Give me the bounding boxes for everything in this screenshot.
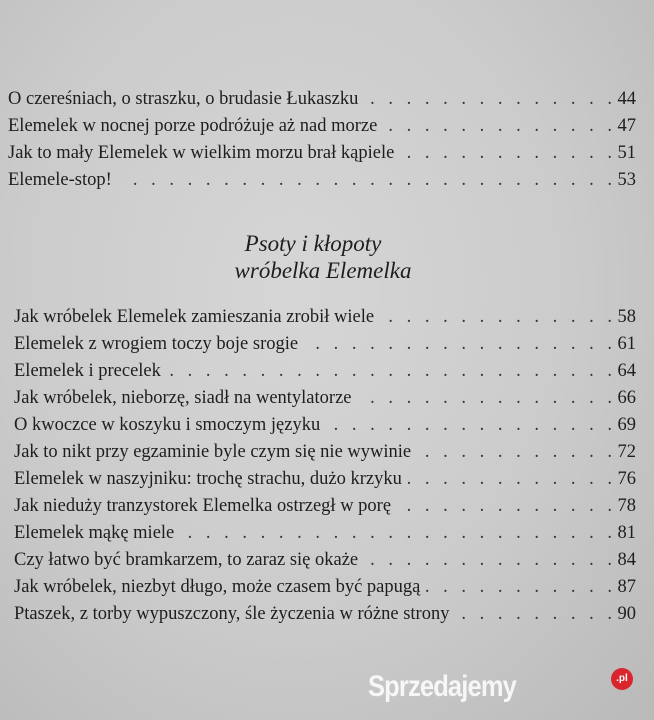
dot-leader bbox=[417, 442, 612, 463]
toc-entry bbox=[8, 170, 636, 197]
toc-entry-title: Elemelek mąkę miele bbox=[14, 523, 175, 543]
toc-section-2 bbox=[14, 307, 636, 631]
toc-entry-page: 87 bbox=[617, 577, 636, 597]
toc-entry-title: Elemelek i precelek bbox=[14, 361, 161, 381]
toc-entry bbox=[14, 496, 636, 523]
toc-entry bbox=[14, 523, 636, 550]
section-heading-line-2: wróbelka Elemelka bbox=[234, 258, 412, 283]
toc-entry-page: 78 bbox=[617, 496, 636, 516]
dot-leader bbox=[364, 550, 612, 571]
toc-entry-title: Jak wróbelek, nieborzę, siadł na wentylatorze bbox=[14, 388, 352, 408]
toc-entry-page: 53 bbox=[617, 170, 636, 190]
toc-entry-page: 66 bbox=[617, 388, 636, 408]
toc-entry-title: Elemele-stop! bbox=[8, 170, 112, 190]
toc-entry-page: 64 bbox=[617, 361, 636, 381]
dot-leader bbox=[426, 577, 612, 598]
toc-entry-page: 44 bbox=[617, 89, 636, 109]
toc-entry bbox=[14, 307, 636, 334]
dot-leader bbox=[167, 361, 612, 382]
dot-leader bbox=[408, 469, 612, 490]
dot-leader bbox=[397, 496, 612, 517]
toc-entry-title: O czereśniach, o straszku, o brudasie Łukaszku bbox=[8, 89, 359, 109]
toc-entry bbox=[8, 143, 636, 170]
toc-entry-page: 90 bbox=[617, 604, 636, 624]
toc-entry-title: Jak nieduży tranzystorek Elemelka ostrzegł w porę bbox=[14, 496, 392, 516]
toc-entry bbox=[8, 89, 636, 116]
dot-leader bbox=[304, 334, 612, 355]
dot-leader bbox=[380, 307, 612, 328]
toc-entry bbox=[14, 334, 636, 361]
toc-entry bbox=[14, 469, 636, 496]
toc-entry-page: 51 bbox=[617, 143, 636, 163]
toc-entry bbox=[14, 604, 636, 631]
watermark-badge: .pl bbox=[611, 668, 633, 690]
toc-entry bbox=[14, 415, 636, 442]
toc-entry-title: Elemelek w nocnej porze podróżuje aż nad morze bbox=[8, 116, 378, 136]
toc-entry-page: 84 bbox=[617, 550, 636, 570]
dot-leader bbox=[118, 170, 612, 191]
toc-entry-title: Jak to mały Elemelek w wielkim morzu brał kąpiele bbox=[8, 143, 395, 163]
toc-entry-page: 58 bbox=[617, 307, 636, 327]
toc-entry-title: Jak wróbelek, niezbyt długo, może czasem być papugą bbox=[14, 577, 421, 597]
toc-entry bbox=[14, 361, 636, 388]
dot-leader bbox=[400, 143, 612, 164]
toc-entry bbox=[14, 388, 636, 415]
toc-entry-page: 72 bbox=[617, 442, 636, 462]
toc-entry-title: Elemelek w naszyjniku: trochę strachu, dużo krzyku bbox=[14, 469, 402, 489]
toc-entry-page: 81 bbox=[617, 523, 636, 543]
toc-entry bbox=[14, 577, 636, 604]
dot-leader bbox=[455, 604, 612, 625]
toc-entry bbox=[8, 116, 636, 143]
toc-entry-title: O kwoczce w koszyku i smoczym języku bbox=[14, 415, 321, 435]
toc-entry-title: Elemelek z wrogiem toczy boje srogie bbox=[14, 334, 299, 354]
dot-leader bbox=[358, 388, 613, 409]
toc-section-1 bbox=[8, 89, 636, 197]
section-heading-line-1: Psoty i kłopoty bbox=[244, 231, 382, 256]
toc-entry bbox=[14, 442, 636, 469]
toc-entry-title: Jak to nikt przy egzaminie byle czym się nie wywinie bbox=[14, 442, 412, 462]
toc-entry-page: 69 bbox=[617, 415, 636, 435]
toc-entry bbox=[14, 550, 636, 577]
dot-leader bbox=[364, 89, 612, 110]
toc-entry-page: 47 bbox=[617, 116, 636, 136]
watermark-logo: Sprzedajemy bbox=[368, 670, 516, 703]
dot-leader bbox=[180, 523, 612, 544]
toc-entry-title: Ptaszek, z torby wypuszczony, śle życzenia w różne strony bbox=[14, 604, 450, 624]
toc-entry-title: Czy łatwo być bramkarzem, to zaraz się okaże bbox=[14, 550, 359, 570]
toc-entry-page: 61 bbox=[617, 334, 636, 354]
toc-entry-page: 76 bbox=[617, 469, 636, 489]
dot-leader bbox=[383, 116, 612, 137]
dot-leader bbox=[326, 415, 612, 436]
toc-entry-title: Jak wróbelek Elemelek zamieszania zrobił wiele bbox=[14, 307, 375, 327]
